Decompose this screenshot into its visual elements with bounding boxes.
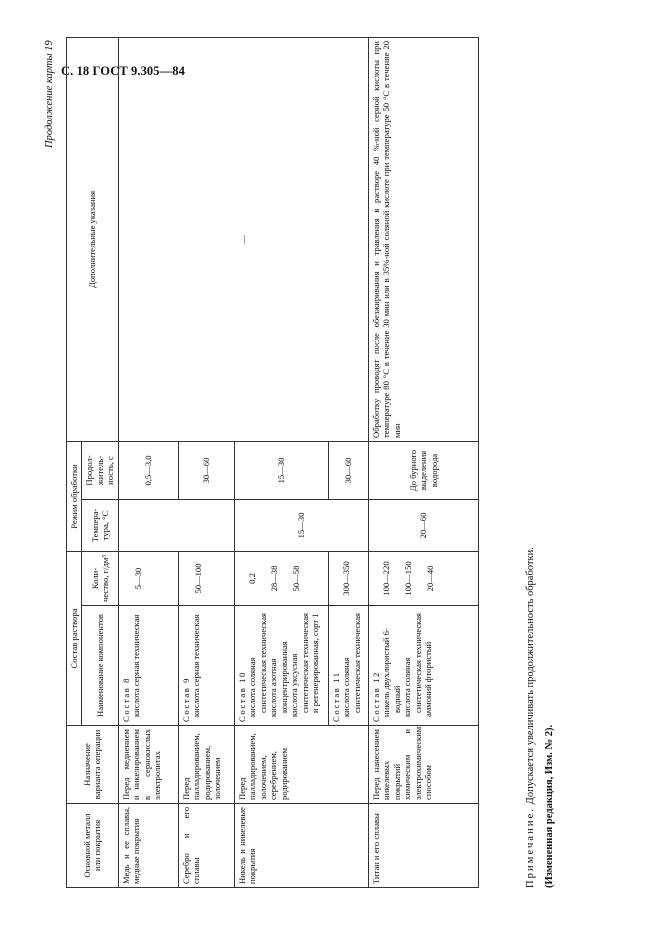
quantity-value: 300—350 [340,561,351,596]
cell-purpose: Перед нанесением никелевых покрытий химическим и электрохимическим способом [368,726,478,804]
component-name: кислота уксусная синтетическая техническая и регенерированная, сорт 1 [289,613,321,717]
cell-metal: Титан и его сплавы [368,804,478,888]
cell-quantity [328,552,368,606]
cell-metal: Медь и ее сплавы, медные покрытия [118,804,178,888]
header-temperature: Темпера-тура, °С [82,500,118,552]
composition-title: Состав 8 [120,676,131,722]
cell-metal: Серебро и его сплавы [178,804,234,888]
composition-title: Состав 10 [236,671,247,722]
component-name: аммоний фтористый [423,641,434,717]
cell-composition [118,606,178,726]
header-quantity: Коли-чество, г/дм³ [82,552,118,606]
table-row [118,37,178,887]
composition-title: Состав 12 [370,671,381,722]
cell-temperature [118,500,234,552]
cell-composition [234,606,328,726]
footnote [525,38,536,888]
cell-notes: — [118,37,368,441]
quantity-value: 50—100 [192,563,203,594]
quantity-value: 100—150 [402,561,413,596]
cell-quantity [118,552,178,606]
cell-composition [368,606,478,726]
header-duration: Продол-житель-ность, с [82,441,118,499]
component-name: никель двухлористый 6-водный [381,628,402,717]
table-row [368,37,478,887]
header-notes: Дополнительные указания [67,37,119,441]
cell-duration: 15—30 [234,441,328,499]
cell-composition [328,606,368,726]
component-name: кислота соляная синтетическая техническая [247,613,268,717]
quantity-value: 5—30 [132,567,143,590]
cell-purpose: Перед меднением и никелированием в сернокислых электролитах [118,726,178,804]
quantity-value: 100—220 [380,561,391,596]
quantity-value: 0,2 [246,573,257,584]
header-component-name: Наименование компонентов [82,606,118,726]
cell-metal: Никель и никелевые покрытия [234,804,368,888]
header-metal: Основной металл или покрытия [67,804,119,888]
revision-note: (Измененная редакция, Изм. № 2). [544,724,555,888]
cell-quantity [368,552,478,606]
cell-purpose: Перед палладированием, золочением, серебрением, родированием [234,726,368,804]
cell-duration: 30—60 [328,441,368,499]
cell-quantity [234,552,328,606]
rotated-table-block [42,38,607,888]
component-name: кислота серная техническая [191,614,202,717]
component-name: кислота азотная концентрированная [268,641,289,717]
header-mode-group: Режим обработки [67,441,82,551]
composition-title: Состав 9 [180,676,191,722]
header-solution-group: Состав раствора [67,552,82,726]
composition-title: Состав 11 [330,671,341,722]
quantity-value: 20—40 [424,565,435,592]
cell-temperature: 15—30 [234,500,368,552]
cell-duration: 0,5—3,0 [118,441,178,499]
component-name: кислота соляная синтетическая техническая [402,613,423,717]
treatment-table [66,37,479,888]
page-header: С. 18 ГОСТ 9.305—84 [61,64,185,78]
cell-duration: До бурного выделения водорода [368,441,478,499]
header-purpose: Назначение варианта операции [67,726,119,804]
quantity-value: 28—38 [268,565,279,592]
continuation-caption: Продолжение карты 19 [44,40,55,148]
cell-notes: Обработку проводят после обезжиривания и травления в растворе 40 %-ной серной кислоты при температуре 80 °С в течение 30 мин или в 35%-ной соляной кислоте при температуре 50 °С в течение 20 мин [368,37,478,441]
cell-purpose: Перед палладированием, родированием, золочением [178,726,234,804]
cell-temperature: 20—60 [368,500,478,552]
footnote-text: Допускается увеличивать продолжительность обработки. [525,547,536,807]
footnote-label: Примечание. [525,806,536,888]
quantity-value: 50—58 [290,565,301,592]
component-name: кислота соляная синтетическая техническая [341,613,362,717]
cell-composition [178,606,234,726]
cell-quantity [178,552,234,606]
header-row-1 [67,37,82,887]
cell-duration: 30—60 [178,441,234,499]
table-wrap [66,38,479,888]
component-name: кислота серная техническая [131,614,142,717]
